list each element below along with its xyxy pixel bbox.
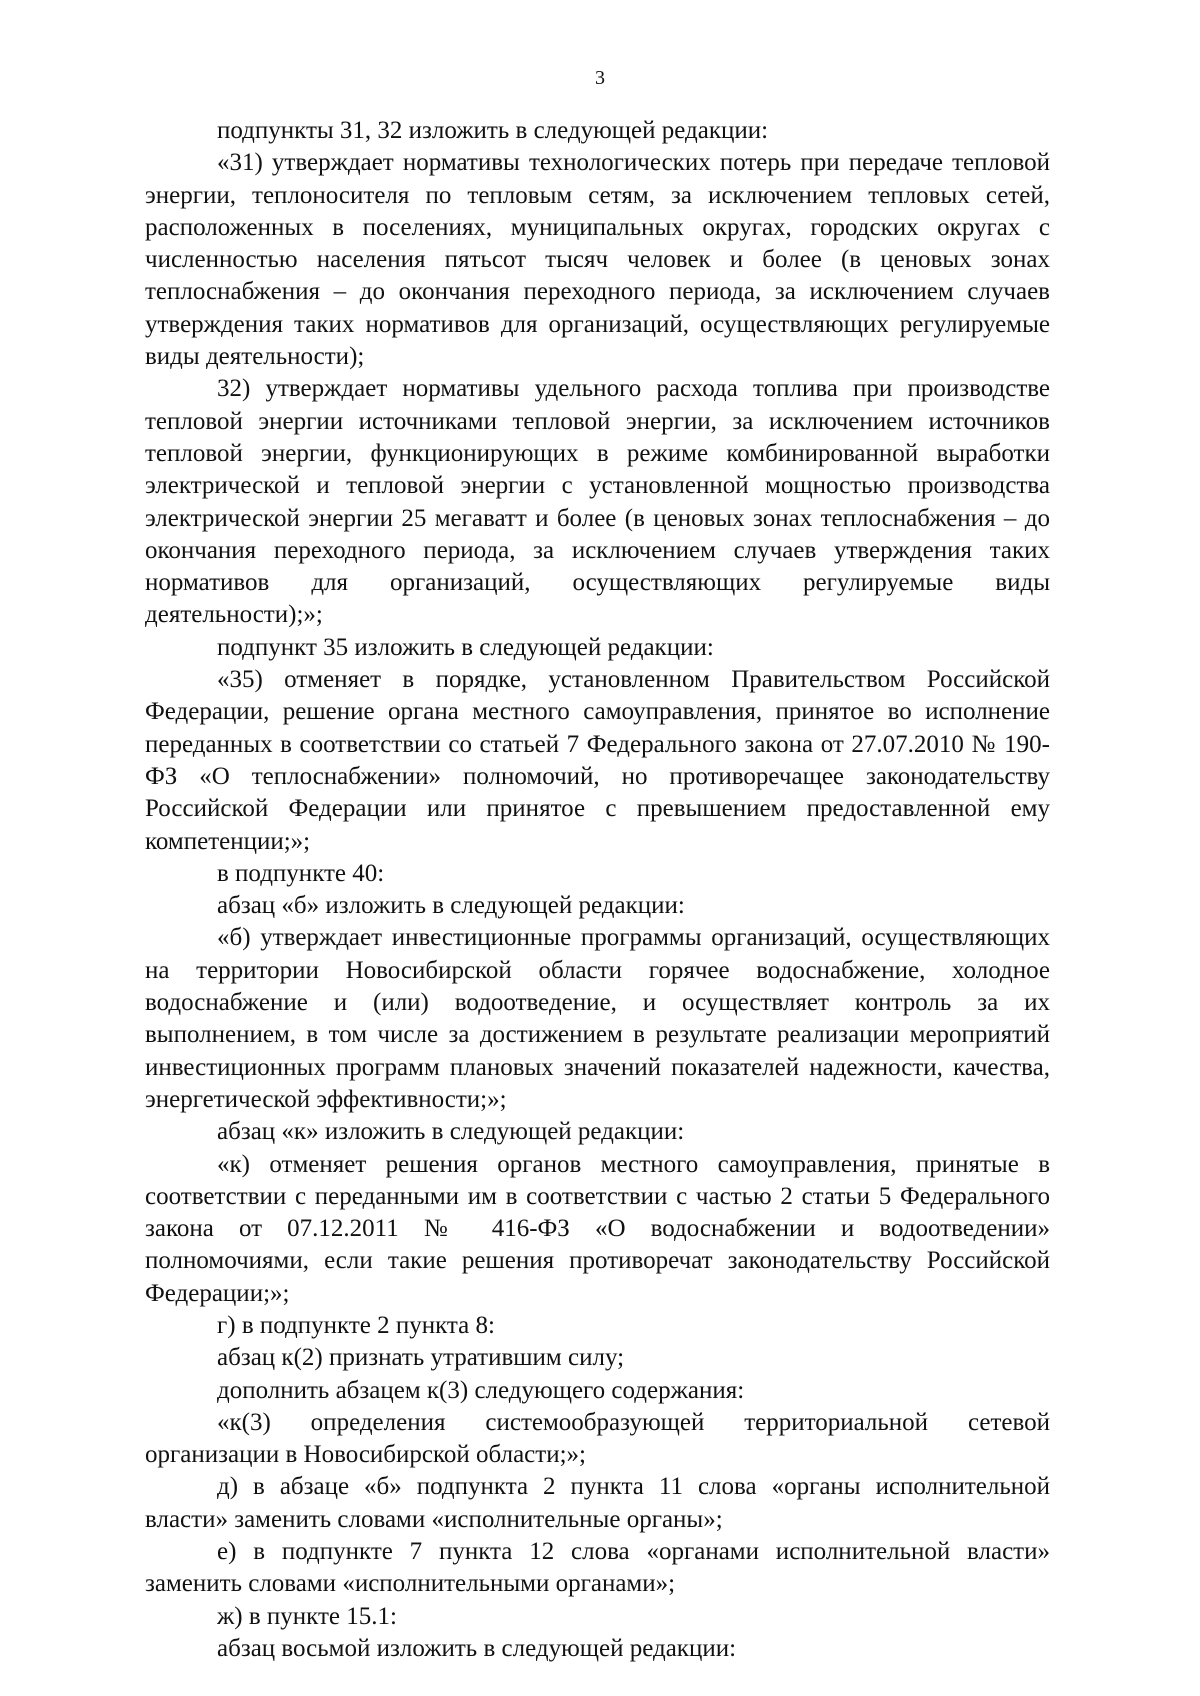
paragraph-14: «к(3) определения системообразующей территориальной сетевой организации в Новосибирской области;»; (145, 1408, 1050, 1469)
paragraph-6: в подпункте 40: (217, 859, 385, 887)
paragraph-18: абзац восьмой изложить в следующей редакции: (217, 1634, 737, 1662)
paragraph-10: «к) отменяет решения органов местного самоуправления, принятые в соответствии с переданными им в соответствии с частью 2 статьи 5 Федерального закона от 07.12.2011 № 416-ФЗ «О водоснабжении и водоотведении» полномочиями, если такие решения противоречат законодательству Российской Федерации;»; (145, 1150, 1050, 1307)
paragraph-13: дополнить абзацем к(3) следующего содержания: (217, 1376, 745, 1404)
paragraph-8: «б) утверждает инвестиционные программы организаций, осуществляющих на территории Новосибирской области горячее водоснабжение, холодное водоснабжение и (или) водоотведение, и осуществляет контроль за их выполнением, в том числе за достижением в результате реализации мероприятий инвестиционных программ плановых значений показателей надежности, качества, энергетической эффективности;»; (145, 924, 1050, 1113)
paragraph-1: подпункты 31, 32 изложить в следующей редакции: (217, 117, 769, 144)
paragraph-11: г) в подпункте 2 пункта 8: (217, 1311, 495, 1339)
paragraph-3: 32) утверждает нормативы удельного расхода топлива при производстве тепловой энергии источниками тепловой энергии, за исключением источников тепловой энергии, функционирующих в режиме комбинированной выработки электрической и тепловой энергии с установленной мощностью производства электрической энергии 25 мегаватт и более (в ценовых зонах теплоснабжения – до окончания переходного периода, за исключением случаев утверждения таких нормативов для организаций, осуществляющих регулируемые виды деятельности);»; (145, 375, 1050, 629)
document-body (145, 115, 1050, 1665)
paragraph-15: д) в абзаце «б» подпункта 2 пункта 11 слова «органы исполнительной власти» заменить словами «исполнительные органы»; (145, 1473, 1050, 1533)
paragraph-7: абзац «б» изложить в следующей редакции: (217, 892, 685, 920)
paragraph-2: «31) утверждает нормативы технологических потерь при передаче тепловой энергии, теплоносителя по тепловым сетям, за исключением тепловых сетей, расположенных в поселениях, муниципальных округах, городских округах с численностью населения пятьсот тысяч человек и более (в ценовых зонах теплоснабжения – до окончания переходного периода, за исключением случаев утверждения таких нормативов для организаций, осуществляющих регулируемые виды деятельности); (145, 149, 1050, 371)
paragraph-17: ж) в пункте 15.1: (217, 1602, 397, 1630)
paragraph-5: «35) отменяет в порядке, установленном Правительством Российской Федерации, решение органа местного самоуправления, принятое во исполнение переданных в соответствии со статьей 7 Федерального закона от 27.07.2010 № 190-ФЗ «О теплоснабжении» полномочий, но противоречащее законодательству Российской Федерации или принятое с превышением предоставленной ему компетенции;»; (145, 666, 1050, 855)
paragraph-4: подпункт 35 изложить в следующей редакции: (217, 633, 714, 661)
page-number: 3 (595, 67, 605, 89)
paragraph-16: е) в подпункте 7 пункта 12 слова «органами исполнительной власти» заменить словами «исполнительными органами»; (145, 1538, 1050, 1598)
paragraph-12: абзац к(2) признать утратившим силу; (217, 1344, 625, 1372)
paragraph-9: абзац «к» изложить в следующей редакции: (217, 1118, 685, 1146)
